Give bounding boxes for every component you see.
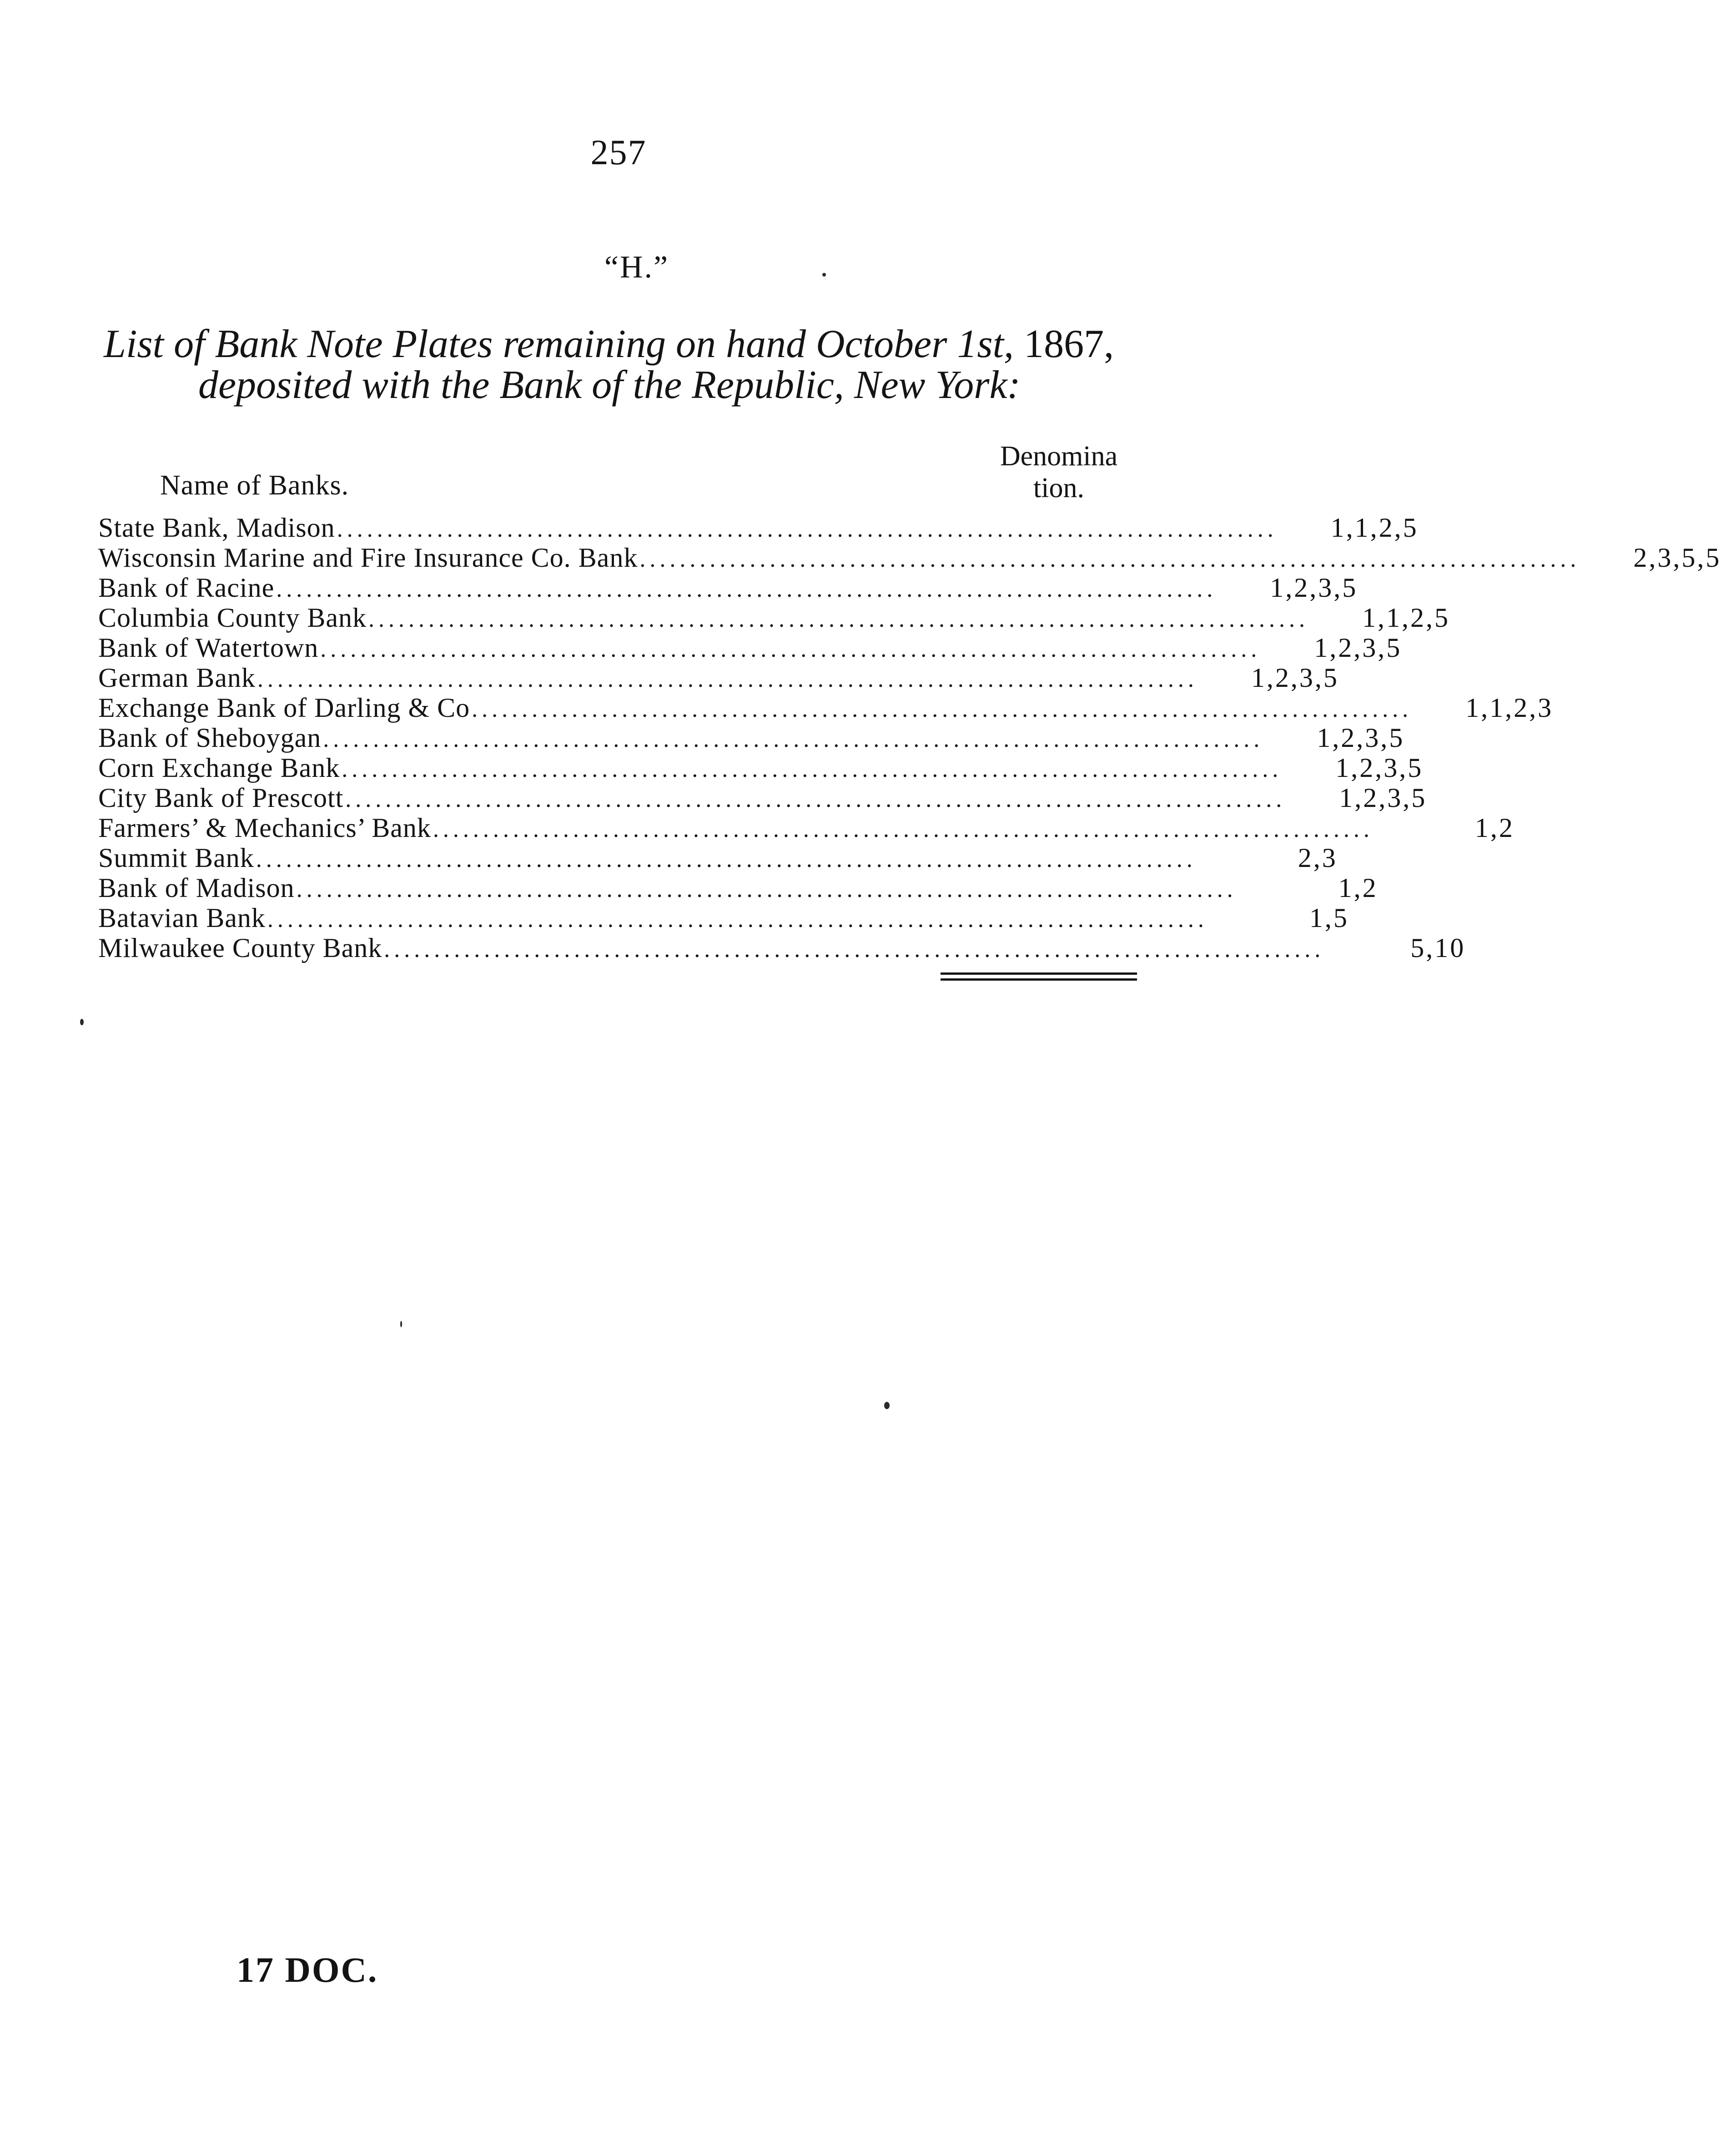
double-rule [941, 972, 1137, 981]
bank-name-cell: Bank of Sheboygan [98, 723, 322, 753]
bank-name-cell: Farmers’ & Mechanics’ Bank [98, 813, 431, 843]
denomination-cell: 1,2,3,5 [1335, 753, 1424, 783]
dot-leader: .............................................................................................. [337, 516, 1278, 542]
scan-speck [822, 273, 826, 277]
denomination-cell: 1,2,3,5 [1251, 663, 1339, 693]
dot-leader: .............................................................................................. [276, 576, 1217, 602]
column-header-denomination-line-2: tion. [1033, 473, 1084, 504]
table-row [98, 572, 1358, 603]
bank-name-cell: City Bank of Prescott [98, 783, 344, 813]
dot-leader: .............................................................................................. [368, 606, 1309, 632]
dot-leader: .............................................................................................. [257, 666, 1198, 692]
dot-leader: .............................................................................................. [433, 816, 1374, 842]
table-row [98, 932, 1466, 963]
table-row [98, 722, 1405, 753]
denomination-cell: 1,5 [1309, 903, 1349, 933]
bank-name-cell: Summit Bank [98, 843, 254, 873]
dot-leader: .............................................................................................. [384, 937, 1325, 962]
dot-leader: .............................................................................................. [323, 726, 1264, 752]
table-row [98, 512, 1419, 543]
table-row [98, 872, 1378, 903]
denomination-cell: 1,2,3,5 [1317, 723, 1405, 753]
dot-leader: .............................................................................................. [267, 907, 1208, 932]
bank-name-cell: Milwaukee County Bank [98, 933, 382, 963]
table-row [98, 602, 1450, 633]
table-row [98, 902, 1349, 933]
bank-name-cell: Columbia County Bank [98, 603, 367, 633]
dot-leader: .............................................................................................. [256, 846, 1197, 872]
scan-speck [80, 1019, 84, 1025]
dot-leader: .............................................................................................. [320, 636, 1261, 662]
denomination-cell: 1,2,3,5 [1270, 573, 1358, 603]
bank-name-cell: Bank of Madison [98, 873, 295, 903]
table-row [98, 632, 1402, 663]
document-signature: 17 DOC. [237, 1950, 378, 1990]
denomination-cell: 2,3 [1298, 843, 1338, 873]
table-row [98, 782, 1427, 813]
table-row [98, 692, 1554, 723]
denomination-cell: 1,2 [1474, 813, 1515, 843]
bank-name-cell: German Bank [98, 663, 256, 693]
bank-name-cell: State Bank, Madison [98, 513, 335, 543]
title-year: 1867, [1024, 322, 1114, 366]
denomination-cell: 1,1,2,5 [1362, 603, 1450, 633]
scan-speck [884, 1402, 890, 1409]
title-text-line-1: List of Bank Note Plates remaining on hand October 1st, [104, 322, 1014, 366]
appendix-letter-heading: “H.” [604, 250, 669, 285]
table-row [98, 812, 1515, 843]
bank-name-cell: Corn Exchange Bank [98, 753, 340, 783]
denomination-cell: 1,2 [1338, 873, 1378, 903]
bank-name-cell: Batavian Bank [98, 903, 266, 933]
bank-name-cell: Wisconsin Marine and Fire Insurance Co. Bank [98, 543, 638, 573]
column-header-denomination-line-1: Denomina [1000, 441, 1118, 472]
bank-name-cell: Bank of Racine [98, 573, 275, 603]
dot-leader: .............................................................................................. [342, 756, 1283, 782]
bank-name-cell: Exchange Bank of Darling & Co [98, 693, 470, 723]
denomination-cell: 1,1,2,3 [1465, 693, 1554, 723]
column-header-denomination [981, 440, 1136, 504]
denomination-cell: 1,1,2,5 [1330, 513, 1419, 543]
table-row [98, 842, 1338, 873]
denomination-cell: 1,2,3,5 [1314, 633, 1402, 663]
table-row [98, 662, 1339, 693]
document-title-line-1 [104, 321, 1114, 367]
page-number: 257 [590, 132, 647, 172]
denomination-cell: 1,2,3,5 [1339, 783, 1427, 813]
dot-leader: .............................................................................................. [296, 877, 1237, 902]
bank-plates-table [98, 512, 1721, 963]
dot-leader: .............................................................................................. [472, 696, 1413, 722]
dot-leader: .............................................................................................. [639, 546, 1580, 572]
scan-speck [400, 1321, 402, 1327]
table-row [98, 752, 1424, 783]
document-title-line-2: deposited with the Bank of the Republic, New York: [198, 363, 1021, 407]
bank-name-cell: Bank of Watertown [98, 633, 319, 663]
dot-leader: .............................................................................................. [345, 786, 1286, 812]
table-row [98, 542, 1721, 573]
column-header-bank-name: Name of Banks. [160, 470, 349, 501]
denomination-cell: 5,10 [1410, 933, 1466, 963]
denomination-cell: 2,3,5,5 [1633, 543, 1721, 573]
